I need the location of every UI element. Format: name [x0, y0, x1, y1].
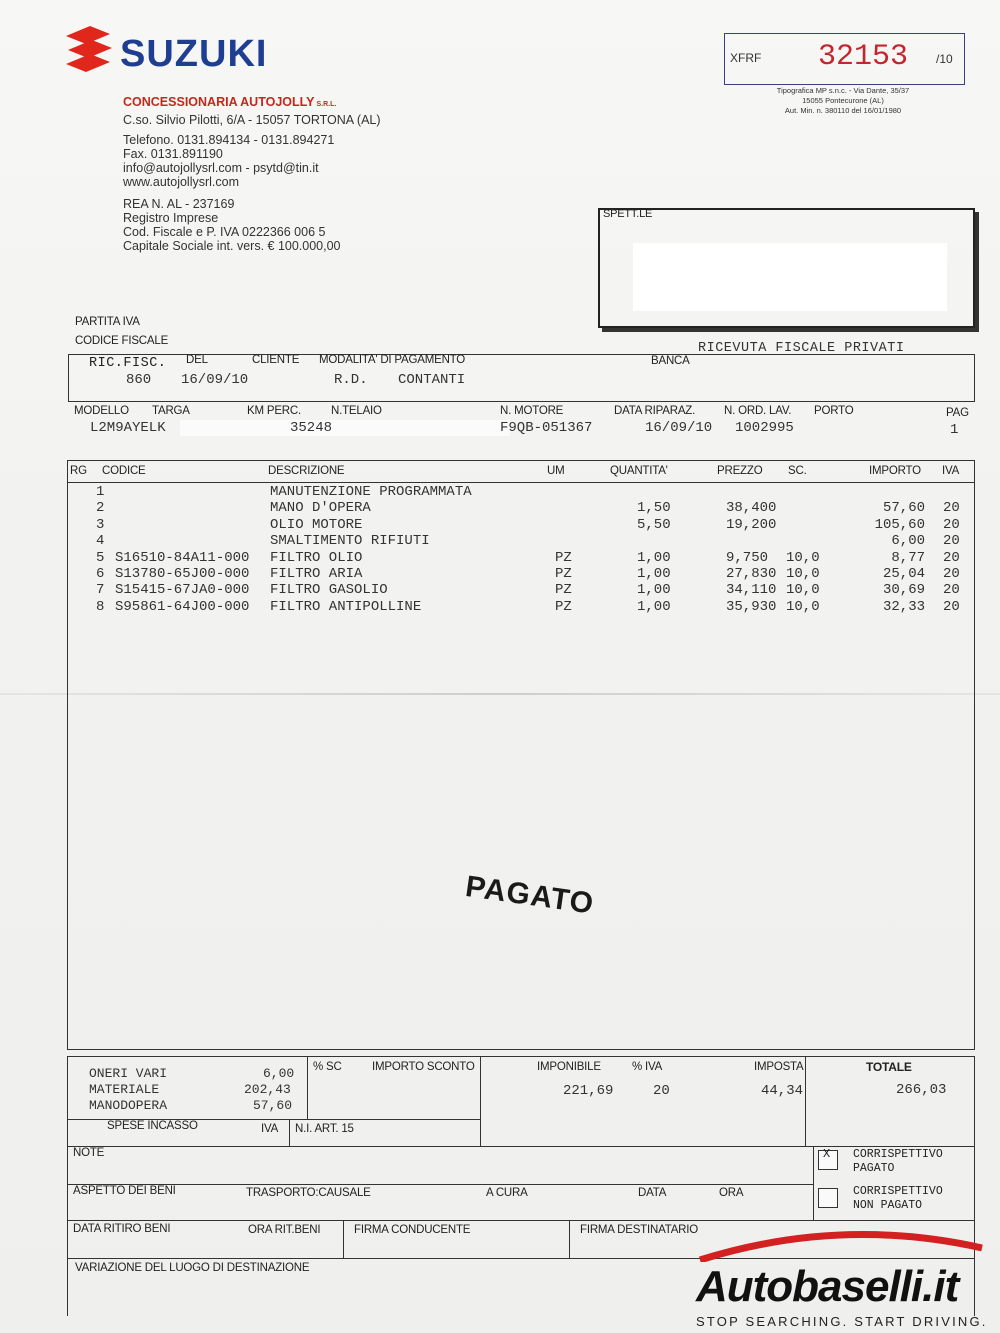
- cell-um: PZ: [555, 549, 572, 566]
- cell-um: PZ: [555, 582, 572, 599]
- cell-importo: 32,33: [882, 598, 925, 615]
- cell-descrizione: MANO D'OPERA: [270, 500, 371, 517]
- cell-iva: 20: [943, 582, 960, 599]
- ric-fisc-number: 860: [126, 372, 152, 388]
- cell-importo: 57,60: [882, 500, 925, 517]
- ni-art-label: N.I. ART. 15: [295, 1123, 354, 1135]
- cell-um: PZ: [555, 598, 572, 615]
- items-header-divider: [67, 482, 975, 483]
- iva-pct-value: 20: [653, 1083, 670, 1099]
- cell-rg: 5: [96, 549, 105, 566]
- cell-rg: 7: [96, 582, 105, 599]
- totals-box: [67, 1056, 975, 1147]
- cell-codice: S16510-84A11-000: [115, 549, 250, 566]
- iva-pct-label: % IVA: [632, 1061, 663, 1073]
- col-rg: RG: [70, 465, 87, 477]
- receipt-date: 16/09/10: [181, 372, 249, 388]
- col-codice: CODICE: [102, 465, 146, 477]
- cell-rg: 1: [96, 484, 105, 500]
- cliente-label: CLIENTE: [252, 354, 300, 366]
- dealer-phone: Telefono. 0131.894134 - 0131.894271: [123, 133, 335, 147]
- pag-label: PAG: [946, 407, 969, 419]
- totals-divider-3: [805, 1056, 806, 1147]
- cell-importo: 8,77: [891, 549, 925, 566]
- doc-series: XFRF: [730, 51, 762, 65]
- cell-descrizione: SMALTIMENTO RIFIUTI: [270, 533, 430, 550]
- banca-label: BANCA: [651, 355, 690, 367]
- corrispettivo-non-line1: CORRISPETTIVO: [853, 1185, 943, 1198]
- partita-iva-label: PARTITA IVA: [75, 316, 140, 328]
- footer-divider-1: [67, 1184, 813, 1185]
- cell-descrizione: FILTRO ANTIPOLLINE: [270, 598, 422, 615]
- cell-prezzo: 9,750: [726, 549, 769, 566]
- dealer-rea: REA N. AL - 237169: [123, 197, 235, 211]
- oneri-label: ONERI VARI: [89, 1066, 168, 1081]
- dealer-address: C.so. Silvio Pilotti, 6/A - 15057 TORTONA (AL): [123, 113, 381, 127]
- imposta-value: 44,34: [761, 1083, 804, 1099]
- col-prezzo: PREZZO: [717, 465, 763, 477]
- modello-label: MODELLO: [74, 405, 129, 417]
- col-sc: SC.: [788, 465, 807, 477]
- ord-lav-value: 1002995: [735, 420, 794, 436]
- payment-method: CONTANTI: [398, 372, 466, 388]
- cell-um: PZ: [555, 566, 572, 582]
- codice-fiscale-label: CODICE FISCALE: [75, 335, 169, 347]
- targa-label: TARGA: [152, 405, 190, 417]
- spese-iva-label: IVA: [261, 1123, 279, 1135]
- corrispettivo-non-pagato-checkbox[interactable]: [818, 1188, 838, 1208]
- cell-importo: 30,69: [882, 582, 925, 599]
- cell-iva: 20: [943, 500, 960, 517]
- cell-iva: 20: [943, 598, 960, 615]
- dealer-name: CONCESSIONARIA AUTOJOLLY S.R.L.: [123, 95, 337, 109]
- cell-descrizione: OLIO MOTORE: [270, 516, 363, 533]
- firma-destinatario-label: FIRMA DESTINATARIO: [580, 1224, 699, 1236]
- cell-descrizione: FILTRO ARIA: [270, 566, 363, 582]
- cell-rg: 4: [96, 533, 105, 550]
- totals-divider-2: [480, 1056, 481, 1147]
- totals-divider-1: [307, 1056, 308, 1119]
- motore-value: F9QB-051367: [500, 420, 593, 436]
- cell-sc: 10,0: [786, 582, 820, 599]
- pag-value: 1: [950, 422, 959, 438]
- cell-qta: 1,00: [637, 549, 671, 566]
- cell-codice: S15415-67JA0-000: [115, 582, 250, 599]
- footer-divider-v: [813, 1146, 814, 1220]
- cell-sc: 10,0: [786, 598, 820, 615]
- ora-label: ORA: [719, 1187, 744, 1199]
- dealer-registro: Registro Imprese: [123, 211, 219, 225]
- manodopera-value: 57,60: [253, 1098, 293, 1113]
- imponibile-label: IMPONIBILE: [537, 1061, 601, 1073]
- telaio-label: N.TELAIO: [331, 405, 382, 417]
- cell-qta: 1,00: [637, 582, 671, 599]
- data-ritiro-label: DATA RITIRO BENI: [73, 1223, 171, 1235]
- col-um: UM: [547, 465, 565, 477]
- ora-ritiro-label: ORA RIT.BENI: [248, 1224, 321, 1236]
- ric-fisc-label: RIC.FISC.: [89, 356, 167, 371]
- imponibile-value: 221,69: [563, 1083, 614, 1099]
- cell-iva: 20: [943, 533, 960, 550]
- cell-sc: 10,0: [786, 549, 820, 566]
- cell-rg: 3: [96, 516, 105, 533]
- cell-descrizione: FILTRO GASOLIO: [270, 582, 388, 599]
- note-label: NOTE: [73, 1147, 105, 1159]
- cell-prezzo: 19,200: [726, 516, 777, 533]
- motore-label: N. MOTORE: [500, 405, 564, 417]
- dealer-fax: Fax. 0131.891190: [123, 147, 223, 161]
- cell-codice: S95861-64J00-000: [115, 598, 250, 615]
- totale-value: 266,03: [896, 1082, 947, 1098]
- data-riparaz-value: 16/09/10: [645, 420, 713, 436]
- cell-rg: 8: [96, 598, 105, 615]
- cell-rg: 2: [96, 500, 105, 517]
- paid-stamp: PAGATO: [463, 870, 597, 921]
- corrispettivo-pagato-line1: CORRISPETTIVO: [853, 1148, 943, 1161]
- receipt-rd: R.D.: [334, 372, 368, 388]
- cell-qta: 1,00: [637, 598, 671, 615]
- footer-divider-5: [569, 1220, 570, 1258]
- printer-line3: Aut. Min. n. 380110 del 16/01/1980: [784, 106, 902, 115]
- receipt-title: RICEVUTA FISCALE PRIVATI: [698, 341, 905, 356]
- ord-lav-label: N. ORD. LAV.: [724, 405, 792, 417]
- footer-divider-4: [343, 1220, 344, 1258]
- materiale-label: MATERIALE: [89, 1082, 160, 1097]
- cell-sc: 10,0: [786, 566, 820, 582]
- printer-line2: 15055 Pontecurone (AL): [802, 96, 884, 105]
- spese-incasso-label: SPESE INCASSO: [107, 1120, 198, 1132]
- sc-label: % SC: [313, 1061, 342, 1073]
- manodopera-label: MANODOPERA: [89, 1098, 168, 1113]
- cell-prezzo: 38,400: [726, 500, 777, 517]
- cell-qta: 5,50: [637, 516, 671, 533]
- modalita-label: MODALITA' DI PAGAMENTO: [319, 354, 466, 366]
- watermark-logo: Autobaselli.it: [696, 1262, 959, 1311]
- modello-value: L2M9AYELK: [90, 420, 166, 436]
- cell-importo: 6,00: [891, 533, 925, 550]
- importo-sconto-label: IMPORTO SCONTO: [372, 1061, 475, 1073]
- a-cura-label: A CURA: [486, 1187, 528, 1199]
- oneri-value: 6,00: [263, 1066, 295, 1081]
- printer-line1: Tipografica MP s.n.c. - Via Dante, 35/37: [776, 86, 910, 95]
- firma-conducente-label: FIRMA CONDUCENTE: [354, 1224, 471, 1236]
- col-quantita: QUANTITA': [610, 465, 668, 477]
- trasporto-label: TRASPORTO:CAUSALE: [246, 1187, 371, 1199]
- dealer-capitale: Capitale Sociale int. vers. € 100.000,00: [123, 239, 341, 253]
- items-table: [67, 460, 975, 1050]
- cell-importo: 25,04: [882, 566, 925, 582]
- data-label: DATA: [638, 1187, 667, 1199]
- recipient-redacted: [633, 243, 947, 311]
- cell-iva: 20: [943, 516, 960, 533]
- totale-label: TOTALE: [866, 1060, 912, 1074]
- aspetto-label: ASPETTO DEI BENI: [73, 1185, 176, 1197]
- cell-qta: 1,50: [637, 500, 671, 517]
- km-value: 35248: [290, 420, 333, 436]
- corrispettivo-non-line2: NON PAGATO: [853, 1199, 923, 1212]
- redacted-plate: [180, 420, 510, 436]
- brand-name: SUZUKI: [120, 33, 268, 75]
- doc-number: 32153: [818, 40, 909, 74]
- cell-iva: 20: [943, 549, 960, 566]
- materiale-value: 202,43: [244, 1082, 291, 1097]
- cell-rg: 6: [96, 566, 105, 582]
- cell-qta: 1,00: [637, 566, 671, 582]
- cell-prezzo: 34,110: [726, 582, 777, 599]
- data-riparaz-label: DATA RIPARAZ.: [614, 405, 696, 417]
- variazione-label: VARIAZIONE DEL LUOGO DI DESTINAZIONE: [75, 1262, 310, 1274]
- cell-prezzo: 27,830: [726, 566, 777, 582]
- recipient-label: SPETT.LE: [603, 208, 653, 220]
- dealer-codfisc: Cod. Fiscale e P. IVA 0222366 006 5: [123, 225, 326, 239]
- cell-prezzo: 35,930: [726, 598, 777, 615]
- suzuki-logo-icon: [64, 26, 114, 72]
- dealer-email: info@autojollysrl.com - psytd@tin.it: [123, 161, 319, 175]
- col-descrizione: DESCRIZIONE: [268, 465, 345, 477]
- footer-divider-2: [67, 1220, 975, 1221]
- dealer-web: www.autojollysrl.com: [123, 175, 240, 189]
- porto-label: PORTO: [814, 405, 854, 417]
- watermark-tagline: STOP SEARCHING. START DRIVING.: [696, 1314, 988, 1329]
- corrispettivo-pagato-line2: PAGATO: [853, 1162, 895, 1175]
- totals-divider-5: [289, 1119, 290, 1147]
- cell-iva: 20: [943, 566, 960, 582]
- cell-descrizione: MANUTENZIONE PROGRAMMATA: [270, 484, 472, 500]
- del-label: DEL: [186, 354, 208, 366]
- imposta-label: IMPOSTA: [754, 1061, 804, 1073]
- corrispettivo-pagato-mark: X: [823, 1147, 831, 1161]
- km-label: KM PERC.: [247, 405, 301, 417]
- col-iva: IVA: [942, 465, 960, 477]
- watermark-swoosh-icon: [690, 1222, 990, 1262]
- cell-codice: S13780-65J00-000: [115, 566, 250, 582]
- doc-year: /10: [936, 52, 953, 66]
- col-importo: IMPORTO: [869, 465, 921, 477]
- cell-importo: 105,60: [874, 516, 925, 533]
- cell-descrizione: FILTRO OLIO: [270, 549, 363, 566]
